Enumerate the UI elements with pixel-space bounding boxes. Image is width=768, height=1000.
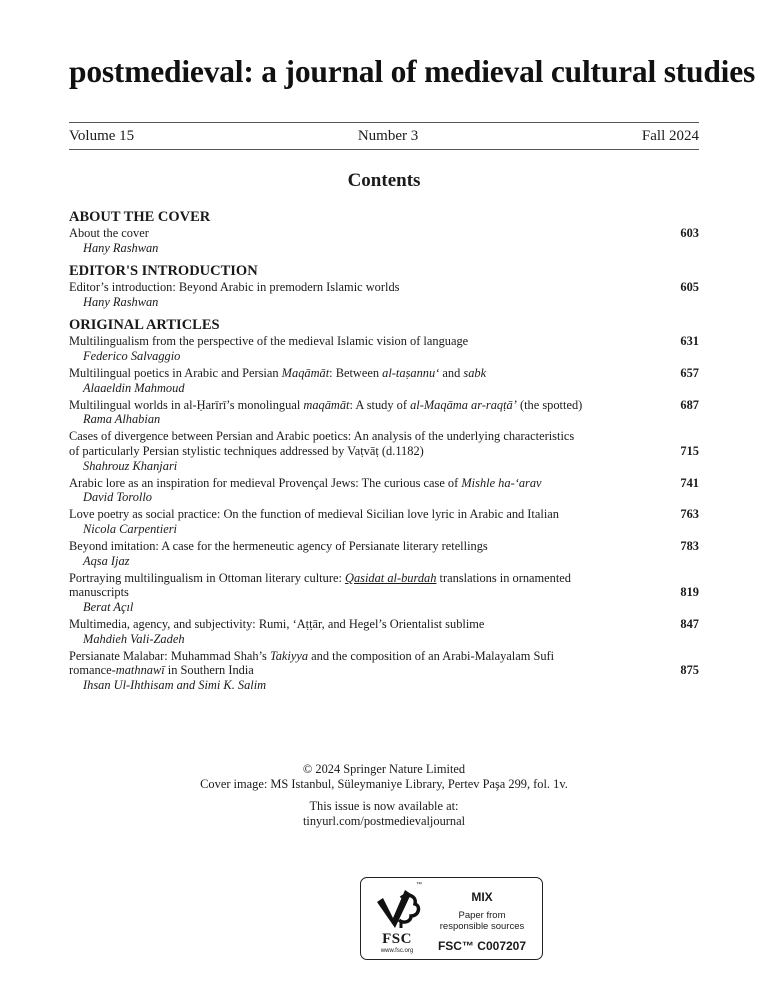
toc-entry[interactable] (69, 226, 699, 255)
toc-entry[interactable] (69, 280, 699, 309)
entry-page-number: 715 (680, 444, 699, 459)
entry-page-number: 657 (680, 366, 699, 381)
entry-author: Hany Rashwan (83, 294, 159, 309)
entry-author: Mahdieh Vali-Zadeh (83, 631, 185, 646)
header-rule-bottom (69, 149, 699, 150)
fsc-license-code: FSC™ C007207 (437, 939, 527, 953)
entry-page-number: 687 (680, 397, 699, 412)
fsc-paper-line2: responsible sources (439, 921, 525, 932)
entry-page-number: 875 (680, 663, 699, 678)
entry-title: Love poetry as social practice: On the function of medieval Sicilian love lyric in Arabic and Italian (69, 507, 559, 522)
entry-author: Aqsa Ijaz (83, 553, 130, 568)
entry-title: Arabic lore as an inspiration for medieval Provençal Jews: The curious case of Mishle ha-‘arav (69, 475, 542, 490)
entry-page-number: 847 (680, 617, 699, 632)
entry-author: Nicola Carpentieri (83, 522, 177, 536)
toc-entry[interactable] (69, 507, 699, 536)
fsc-logo-text: FSC (382, 931, 412, 947)
entry-page-number: 763 (680, 507, 699, 522)
volume-label: Volume 15 (69, 128, 135, 144)
fsc-label (360, 877, 543, 960)
entry-author: Shahrouz Khanjari (83, 458, 178, 473)
journal-page (69, 0, 756, 1000)
toc-entry[interactable] (69, 429, 699, 473)
entry-author: Federico Salvaggio (83, 348, 181, 363)
toc-section (69, 208, 699, 255)
entry-page-number: 603 (680, 226, 699, 240)
fsc-url: www.fsc.org (380, 948, 414, 954)
entry-title: About the cover (69, 226, 149, 240)
entry-page-number: 741 (680, 475, 699, 490)
entry-author: Alaaeldin Mahmoud (83, 380, 185, 395)
section-title: ORIGINAL ARTICLES (69, 317, 220, 334)
section-title: ABOUT THE COVER (69, 209, 211, 225)
toc-entry[interactable] (69, 617, 699, 646)
footer (69, 762, 699, 829)
fsc-paper-text (423, 910, 541, 932)
toc-entry[interactable] (69, 649, 699, 693)
toc-section (69, 262, 699, 309)
entry-title: Editor’s introduction: Beyond Arabic in premodern Islamic worlds (69, 280, 400, 295)
section-title: EDITOR'S INTRODUCTION (69, 263, 258, 280)
cover-image-credit: Cover image: MS Istanbul, Süleymaniye Library, Pertev Paşa 299, fol. 1v. (200, 777, 568, 791)
entry-author: Ihsan Ul-Ihthisam and Simi K. Salim (83, 677, 267, 692)
entry-author: David Torollo (83, 490, 152, 505)
contents-heading: Contents (347, 170, 421, 191)
journal-url-link[interactable]: tinyurl.com/postmedievaljournal (302, 814, 466, 828)
journal-title: postmedieval: a journal of medieval cultural studies (69, 54, 756, 89)
fsc-tm: ™ (416, 882, 422, 888)
entry-title: Multilingualism from the perspective of the medieval Islamic vision of language (69, 334, 469, 349)
header-rule-top (69, 122, 699, 123)
toc-entry[interactable] (69, 366, 699, 395)
toc-entry[interactable] (69, 571, 699, 615)
entry-author: Hany Rashwan (83, 240, 159, 255)
number-label: Number 3 (357, 128, 419, 144)
toc-entry[interactable] (69, 398, 699, 427)
toc-entry[interactable] (69, 476, 699, 505)
entry-author: Rama Alhabian (83, 412, 161, 427)
entry-page-number: 783 (680, 539, 699, 554)
table-of-contents (69, 208, 699, 700)
entry-author: Berat Açıl (83, 599, 134, 614)
entry-page-number: 819 (680, 585, 699, 600)
entry-title: Multilingual worlds in al-Ḥarīrī’s monolingual maqāmāt: A study of al-Maqāma ar-raqṭā’ (the spotted) (69, 397, 583, 412)
availability-line: This issue is now available at: (309, 799, 459, 813)
copyright-line: © 2024 Springer Nature Limited (302, 762, 466, 776)
entry-title: Cases of divergence between Persian and Arabic poetics: An analysis of the underlying characteristics of particularly Persian stylistic techniques addressed by Vaṭvāṭ (d.1182) (69, 429, 575, 459)
entry-title: Portraying multilingualism in Ottoman literary culture: Qasidat al-burdah translations in ornamented manuscripts (69, 570, 571, 600)
entry-page-number: 631 (680, 334, 699, 349)
fsc-paper-line1: Paper from (458, 910, 506, 921)
entry-title: Persianate Malabar: Muhammad Shah’s Takiyya and the composition of an Arabi-Malayalam Sufi romance-mathnawī in Southern India (69, 648, 555, 678)
entry-title: Multilingual poetics in Arabic and Persian Maqāmāt: Between al-taṣannu‘ and sabk (69, 366, 487, 381)
toc-entry[interactable] (69, 539, 699, 568)
issue-info-row (69, 128, 699, 146)
entry-page-number: 605 (680, 280, 699, 295)
toc-entry[interactable] (69, 334, 699, 363)
toc-section (69, 316, 699, 692)
entry-title: Beyond imitation: A case for the hermeneutic agency of Persianate literary retellings (69, 539, 488, 554)
season-label: Fall 2024 (641, 128, 699, 144)
fsc-mix-label: MIX (471, 890, 493, 904)
entry-title: Multimedia, agency, and subjectivity: Rumi, ‘Aṭṭār, and Hegel’s Orientalist sublime (69, 617, 485, 632)
